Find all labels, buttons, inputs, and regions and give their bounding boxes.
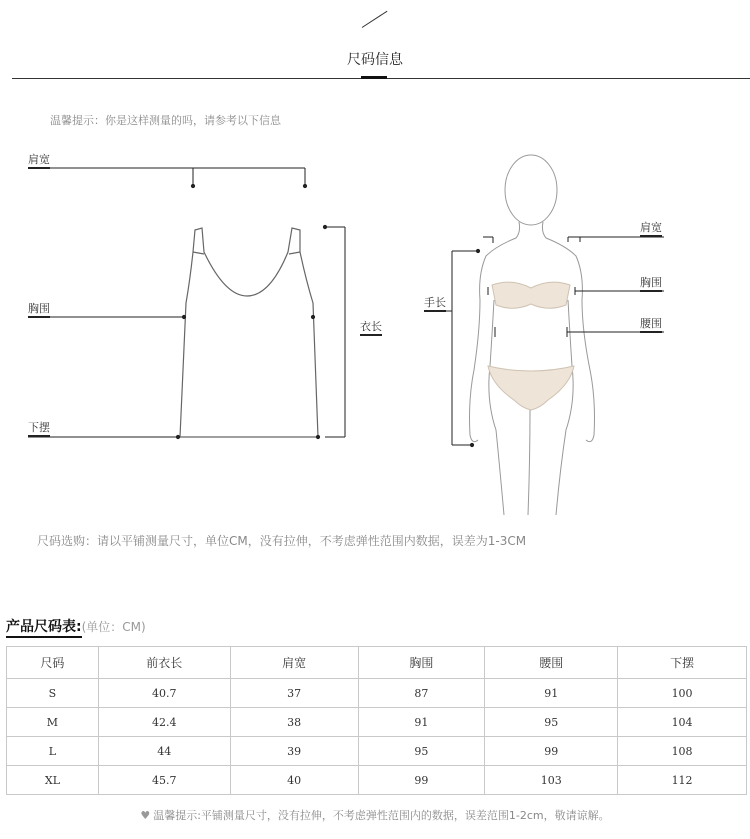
cell-size: S	[7, 679, 99, 708]
camisole-outline	[180, 228, 318, 437]
table-header-row	[7, 647, 747, 679]
cell-shoulder: 37	[230, 679, 358, 708]
header-waist: 腰围	[485, 647, 618, 679]
header-size: 尺码	[7, 647, 99, 679]
brief-shape	[488, 366, 574, 410]
label-body-chest: 胸围	[640, 276, 662, 289]
bra-shape	[492, 282, 570, 308]
label-body-shoulder: 肩宽	[640, 221, 662, 234]
header-hem: 下摆	[618, 647, 747, 679]
table-row	[7, 708, 747, 737]
cell-waist: 99	[485, 737, 618, 766]
measurement-tip: 温馨提示：你是这样测量的吗，请参考以下信息	[50, 114, 281, 127]
size-table-title-text: 产品尺码表:	[6, 619, 82, 638]
bottom-tip	[0, 807, 750, 823]
cell-size: M	[7, 708, 99, 737]
cell-front-length: 44	[98, 737, 230, 766]
table-row	[7, 679, 747, 708]
cell-chest: 95	[358, 737, 485, 766]
table-row	[7, 766, 747, 795]
cell-shoulder: 38	[230, 708, 358, 737]
cell-hem: 112	[618, 766, 747, 795]
body-figure	[470, 155, 595, 515]
cell-hem: 104	[618, 708, 747, 737]
cell-waist: 103	[485, 766, 618, 795]
cell-front-length: 45.7	[98, 766, 230, 795]
page-title: 尺码信息	[347, 52, 403, 68]
header-chest: 胸围	[358, 647, 485, 679]
label-arm-length: 手长	[424, 296, 446, 309]
cell-shoulder: 39	[230, 737, 358, 766]
label-body-waist: 腰围	[640, 317, 662, 330]
header-front-length: 前衣长	[98, 647, 230, 679]
title-underline-accent	[361, 76, 387, 79]
cell-chest: 87	[358, 679, 485, 708]
cell-chest: 91	[358, 708, 485, 737]
cell-waist: 95	[485, 708, 618, 737]
cell-size: L	[7, 737, 99, 766]
size-selection-note: 尺码选购：请以平铺测量尺寸，单位CM，没有拉伸，不考虑弹性范围内数据，误差为1-3CM	[37, 534, 527, 548]
table-row	[7, 737, 747, 766]
size-table-unit: (单位：CM)	[81, 620, 146, 634]
cell-shoulder: 40	[230, 766, 358, 795]
cell-waist: 91	[485, 679, 618, 708]
cell-size: XL	[7, 766, 99, 795]
cell-hem: 108	[618, 737, 747, 766]
cell-chest: 99	[358, 766, 485, 795]
size-table	[6, 646, 747, 795]
cell-front-length: 40.7	[98, 679, 230, 708]
cell-hem: 100	[618, 679, 747, 708]
label-chest: 胸围	[28, 302, 50, 315]
header-shoulder: 肩宽	[230, 647, 358, 679]
label-hem: 下摆	[28, 421, 50, 434]
measurement-diagram	[0, 140, 750, 520]
cell-front-length: 42.4	[98, 708, 230, 737]
label-length: 衣长	[360, 320, 382, 333]
header-slash-decoration	[362, 11, 388, 28]
size-table-title	[6, 616, 146, 636]
bottom-tip-text: 温馨提示:平铺测量尺寸，没有拉伸，不考虑弹性范围内的数据，误差范围1-2cm，敬请谅解。	[153, 809, 610, 822]
label-shoulder-width: 肩宽	[28, 153, 50, 166]
heart-icon: ♥	[140, 809, 151, 822]
